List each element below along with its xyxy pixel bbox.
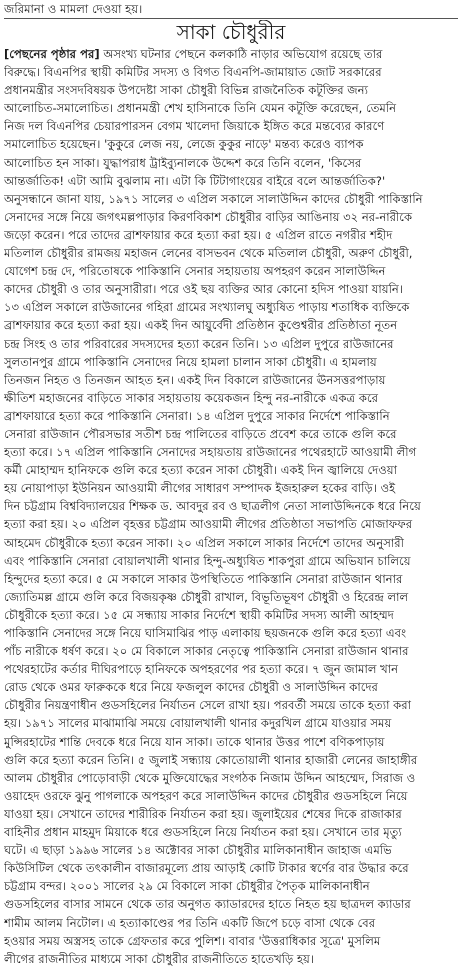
article-line: বিরুদ্ধে। বিএনপির স্থায়ী কমিটির সদস্য ও বিগত বিএনপি-জামায়াত জোট সরকারের [4, 65, 382, 80]
article-line: গুডসহিলের বাসার সামনে থেকে তার অনুগত ক্যাডারদের হাতে নিহত হয় ছাত্রদল ক্যাডার [4, 897, 411, 912]
article-line: কাদের চৌধুরী ও তার অনুসারীরা। পরে ওই ছয় ব্যক্তির আর কোনো হদিস পাওয়া যায়নি। [4, 282, 403, 297]
article-line: লীগের রাজনীতির মাধ্যমে সাকা চৌধুরীর রাজনীতিতে হাতেখড়ি হয়। [4, 951, 315, 966]
article-line: সুলতানপুর গ্রামে পাকিস্তানি সেনাদের নিয়ে হামলা চালান সাকা চৌধুরী। এ হামলায় [4, 354, 377, 369]
article-line: হওয়ার সময় অস্ত্রসহ তাকে গ্রেফতার করে পুলিশ। বাবার 'উত্তরাধিকার সূত্রে' মুসলিম [4, 933, 381, 948]
article-line: পাঁচ নারীকে ধর্ষণ করে। ২০ মে বিকালে সাকার নেতৃত্বে পাকিস্তানি সেনারা রাউজান থানার [4, 644, 409, 659]
article-line: চন্দ্র সিংহ ও তার পরিবারের সদস্যদের হত্যা করেন তিনি। ১৩ এপ্রিল দুপুরে রাউজানের [4, 336, 394, 351]
article-line: ক্ষীতিশ মহাজনের বাড়িতে সাকার সহায়তায় কয়েকজন হিন্দু নর-নারীকে একত্র করে [4, 390, 378, 405]
article-line: নিজ দল বিএনপির চেয়ারপারসন বেগম খালেদা জিয়াকে ইঙ্গিত করে মন্তব্যের কারণে [4, 119, 385, 134]
article-line: রোড থেকে ওমর ফারুককে ধরে নিয়ে ফজলুল কাদের চৌধুরী ও সালাউদ্দিন কাদের [4, 680, 378, 695]
headline-divider [4, 18, 458, 19]
article-line: মুন্সিরহাটের শান্তি দেবকে ধরে নিয়ে যান সাকা। তাকে থানার উত্তর পাশে বণিকপাড়ায় [4, 734, 385, 749]
article-line: হত্যা করা হয়। ২০ এপ্রিল বৃহত্তর চট্টগ্রাম আওয়ামী লীগের প্রতিষ্ঠাতা সভাপতি মোজাফফর [4, 517, 413, 532]
article-line: আলম চৌধুরীর পোড়োবাড়ী থেকে মুক্তিযোদ্ধের সংগঠক নিজাম উদ্দিন আহম্মেদ, সিরাজ ও [4, 770, 416, 785]
article-line: এবং পাকিস্তানি সেনারা বোয়ালখালী থানার হিন্দু-অধ্যুষিত শাকপুরা গ্রামে অভিযান চালিয়ে [4, 553, 411, 568]
article-line: হয়। ১৯৭১ সালের মাঝামাঝি সময়ে বোয়ালখালী থানার কদুরখিল গ্রামে যাওয়ার সময় [4, 716, 392, 731]
article-line: শামীম আলম নিটোল। এ হত্যাকাণ্ডের পর তিনি একটি জিপে চড়ে বাসা থেকে বের [4, 915, 376, 930]
article-line: চৌধুরীকে হত্যা করে। ১৫ মে সন্ধ্যায় সাকার নির্দেশে স্থায়ী কমিটির সদস্য আলী আহম্মদ [4, 607, 394, 622]
article-line: বাহিনীর প্রধান মাহমুদ মিয়াকে ধরে গুডসহিলে নিয়ে নির্যাতন করা হয়। সেখানে তার মৃত্যু [4, 825, 402, 840]
article-line: জ্যোতিমল্ল গ্রামে গুলি করে বিজয়কৃষ্ণ চৌধুরী রাখাল, বিভূতিভূষণ চৌধুরী ও হিরেন্দ্র লাল [4, 589, 409, 604]
article-line: সেনাদের সঙ্গে নিয়ে জগৎমল্লপাড়ার কিরণবিকাশ চৌধুরীর বাড়ির আঙিনায় ৩২ নর-নারীকে [4, 209, 413, 224]
article-line: পথেরহাটের কর্তার দীঘিরপাড়ে হানিফকে অপহরণের পর হত্যা করে। ৭ জুন জামাল খান [4, 662, 399, 677]
article-line: কিউসিটিল থেকে তৎকালীন বাজারমূল্যে প্রায় আড়াই কোটি টাকার স্বর্ণের বার উদ্ধার করে [4, 861, 409, 876]
article-line: আলোচিত-সমালোচিত। প্রধানমন্ত্রী শেখ হাসিনাকে তিনি যেমন কটূক্তি করেছেন, তেমনি [4, 101, 397, 116]
article-line: ওয়াহেদ ওরফে ঝুনু পাগলাকে অপহরণ করে সালাউদ্দিন কাদের চৌধুরীর গুডসহিলে নিয়ে [4, 788, 408, 803]
article-line: হিন্দুদের হত্যা করে। ৫ মে সকালে সাকার উপস্থিতিতে পাকিস্তানি সেনারা রাউজান থানার [4, 571, 403, 586]
article-line: সমালোচিত হয়েছেন। 'কুকুরে লেজ নয়, লেজে কুকুর নাড়ে' মন্তব্য করেও ব্যাপক [4, 137, 364, 152]
article-line: যোগেশ চন্দ্র দে, পরিতোষকে পাকিস্তানি সেনার সহায়তায় অপহরণ করেন সালাউদ্দিন [4, 264, 386, 279]
article-line: দিন চট্টগ্রাম বিশ্ববিদ্যালয়ের শিক্ষক ড. আবদুর রব ও ছাত্রলীগ নেতা সালাউদ্দিনকে ধরে নিয়ে [4, 499, 421, 514]
article-line: হত্যা করে। ১৭ এপ্রিল পাকিস্তানি সেনাদের সহায়তায় রাউজানের পথেরহাটে আওয়ামী লীগ [4, 445, 417, 460]
article-headline: সাকা চৌধুরীর [176, 20, 286, 44]
article-line: জড়ো করেন। পরে তাদের ব্রাশফায়ার করে হত্যা করা হয়। ৫ এপ্রিল রাতে নগরীর শহীদ [4, 227, 393, 242]
article-line: প্রধানমন্ত্রীর সংসদবিষয়ক উপদেষ্টা সাকা চৌধুরী বিভিন্ন রাজনৈতিক কটূক্তির জন্য [4, 83, 368, 98]
article-line: ব্রাশফায়ারে হত্যা করে পাকিস্তানি সেনারা। ১৪ এপ্রিল দুপুরে সাকার নির্দেশে পাকিস্তানি [4, 408, 390, 423]
article-line: তিনজন নিহত ও তিনজন আহত হন। একই দিন বিকালে রাউজানের ঊনসত্তরপাড়ায় [4, 372, 386, 387]
article-line: যাওয়া হয়। সেখানে তাদের শারীরিক নির্যাতন করা হয়। জুলাইয়ের শেষের দিকে রাজাকার [4, 806, 402, 821]
preceding-article-tail: জরিমানা ও মামলা দেওয়া হয়। [4, 2, 143, 16]
article-line: ঘটে। এ ছাড়া ১৯৯৬ সালের ১৪ অক্টোবর সাকা চৌধুরীর মালিকানাধীন জাহাজ এমভি [4, 843, 392, 858]
article-line: হয় নোয়াপাড়া ইউনিয়ন আওয়ামী লীগের সাধারণ সম্পাদক ইজহারুল হকের বাড়ি। ওই [4, 481, 396, 496]
article-line: আলোচিত হন সাকা। যুদ্ধাপরাধ ট্রাইব্যুনালকে উদ্দেশ করে তিনি বলেন, 'কিসের [4, 155, 362, 170]
article-line: কর্মী মোহাম্মদ হানিফকে গুলি করে হত্যা করেন সাকা চৌধুরী। একই দিন জ্বালিয়ে দেওয়া [4, 463, 397, 478]
article-line: চৌধুরীর নিয়ন্ত্রণাধীন গুডসহিলের নির্যাতন সেলে রাখা হয়। পরবর্তী সময়ে তাকে হত্যা করা [4, 698, 412, 713]
article-line: অনুসন্ধানে জানা যায়, ১৯৭১ সালের ৩ এপ্রিল সকালে সালাউদ্দিন কাদের চৌধুরী পাকিস্তানি [4, 191, 423, 206]
continuation-marker: [পেছনের পৃষ্ঠার পর] [4, 47, 100, 61]
article-line: ব্রাশফায়ার করে হত্যা করা হয়। একই দিন আয়ুর্বেদী প্রতিষ্ঠান কুণ্ডেশ্বরীর প্রতিষ্ঠাতা নূতন [4, 318, 398, 333]
article-line: পাকিস্তানি সেনাদের সঙ্গে নিয়ে ঘাসিমাঝির পাড় এলাকায় ছয়জনকে গুলি করে হত্যা এবং [4, 626, 407, 640]
article-line: ১৩ এপ্রিল সকালে রাউজানের গহিরা গ্রামের সংখ্যালঘু অধ্যুষিত পাড়ায় শতাধিক ব্যক্তিকে [4, 300, 410, 315]
article-line: মতিলাল চৌধুরীর রামজয় মহাজন লেনের বাসভবন থেকে মতিলাল চৌধুরী, অরুণ চৌধুরী, [4, 246, 413, 261]
article-line-first [4, 45, 458, 63]
article-line: গুলি করে হত্যা করেন তিনি। ৫ জুলাই সন্ধ্যায় কোতোয়ালী থানার হাজারী লেনের জাহাঙ্গীর [4, 752, 418, 767]
article-body [4, 45, 458, 968]
article-line: সেনারা রাউজান পৌরসভার সতীশ চন্দ্র পালিতের বাড়িতে প্রবেশ করে তাকে গুলি করে [4, 426, 397, 441]
article-line: আন্তর্জাতিক! এটা আমি বুঝলাম না। এটা কি টিটাগাংয়ের বাইরে বলে আন্তর্জাতিক?' [4, 173, 386, 188]
article-line-first-text: অসংখ্য ঘটনার পেছনে কলকাঠি নাড়ার অভিযোগ রয়েছে তার [99, 47, 383, 61]
article-line: চট্টগ্রাম বন্দর। ২০০১ সালের ২৯ মে বিকালে সাকা চৌধুরীর পৈতৃক মালিকানাধীন [4, 879, 370, 894]
article-line: আহমেদ চৌধুরীকে হত্যা করেন সাকা। ২০ এপ্রিল সকালে সাকার নির্দেশে তাদের অনুসারী [4, 535, 404, 550]
